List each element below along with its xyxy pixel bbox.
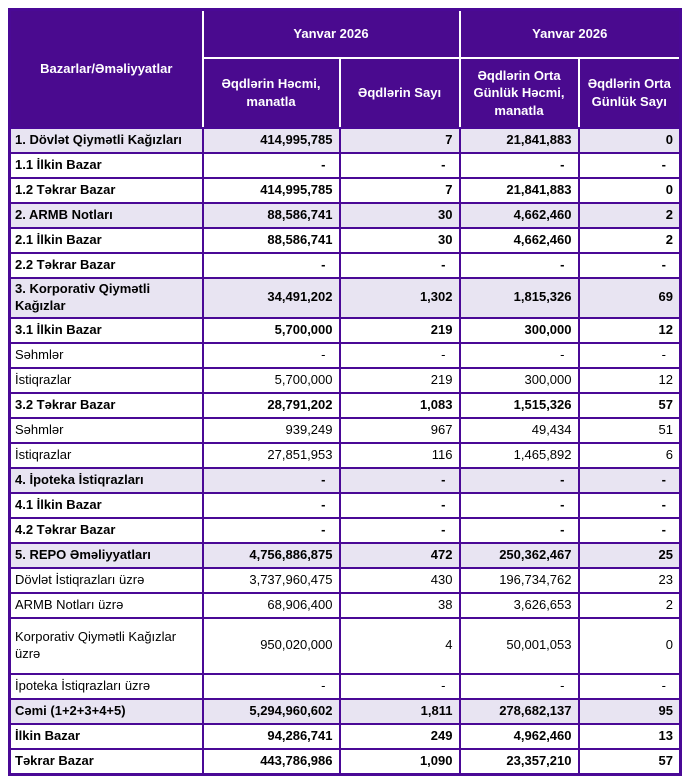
column-group-row bbox=[10, 10, 681, 59]
cell-value: 967 bbox=[340, 418, 460, 443]
cell-value: 4 bbox=[340, 618, 460, 674]
cell-value: 1,465,892 bbox=[460, 443, 579, 468]
row-label: 4.2 Təkrar Bazar bbox=[10, 518, 203, 543]
cell-value: 12 bbox=[579, 318, 681, 343]
cell-value: - bbox=[203, 153, 340, 178]
cell-value: 0 bbox=[579, 178, 681, 203]
cell-value: 443,786,986 bbox=[203, 749, 340, 775]
row-label: 1.1 İlkin Bazar bbox=[10, 153, 203, 178]
cell-value: 0 bbox=[579, 618, 681, 674]
row-label: 4.1 İlkin Bazar bbox=[10, 493, 203, 518]
table-row bbox=[10, 228, 681, 253]
cell-value: 21,841,883 bbox=[460, 178, 579, 203]
row-label: İstiqrazlar bbox=[10, 368, 203, 393]
cell-value: - bbox=[579, 153, 681, 178]
table-row bbox=[10, 749, 681, 775]
table-row bbox=[10, 468, 681, 493]
cell-value: 7 bbox=[340, 178, 460, 203]
row-label: 1. Dövlət Qiymətli Kağızları bbox=[10, 128, 203, 153]
cell-value: - bbox=[340, 253, 460, 278]
row-label: 2.1 İlkin Bazar bbox=[10, 228, 203, 253]
cell-value: 1,815,326 bbox=[460, 278, 579, 318]
table-row bbox=[10, 674, 681, 699]
row-label: 5. REPO Əməliyyatları bbox=[10, 543, 203, 568]
cell-value: 23,357,210 bbox=[460, 749, 579, 775]
cell-value: 0 bbox=[579, 128, 681, 153]
cell-value: - bbox=[460, 493, 579, 518]
cell-value: 4,662,460 bbox=[460, 228, 579, 253]
cell-value: 196,734,762 bbox=[460, 568, 579, 593]
row-label: Təkrar Bazar bbox=[10, 749, 203, 775]
cell-value: - bbox=[579, 468, 681, 493]
row-label: 3.2 Təkrar Bazar bbox=[10, 393, 203, 418]
row-label: Korporativ Qiymətli Kağızlar üzrə bbox=[10, 618, 203, 674]
table-row bbox=[10, 128, 681, 153]
table-row bbox=[10, 418, 681, 443]
cell-value: 12 bbox=[579, 368, 681, 393]
table-row bbox=[10, 593, 681, 618]
cell-value: - bbox=[579, 253, 681, 278]
cell-value: - bbox=[340, 343, 460, 368]
cell-value: 27,851,953 bbox=[203, 443, 340, 468]
cell-value: - bbox=[203, 493, 340, 518]
cell-value: - bbox=[460, 518, 579, 543]
cell-value: - bbox=[203, 674, 340, 699]
cell-value: 1,302 bbox=[340, 278, 460, 318]
column-header-volume: Əqdlərin Həcmi, manatla bbox=[203, 58, 340, 128]
row-label: Dövlət İstiqrazları üzrə bbox=[10, 568, 203, 593]
cell-value: - bbox=[579, 343, 681, 368]
table-row bbox=[10, 443, 681, 468]
table-row bbox=[10, 543, 681, 568]
table-row bbox=[10, 153, 681, 178]
cell-value: 1,090 bbox=[340, 749, 460, 775]
cell-value: 68,906,400 bbox=[203, 593, 340, 618]
row-label: 3.1 İlkin Bazar bbox=[10, 318, 203, 343]
cell-value: - bbox=[340, 153, 460, 178]
cell-value: 116 bbox=[340, 443, 460, 468]
row-label: Cəmi (1+2+3+4+5) bbox=[10, 699, 203, 724]
column-group-yanvar-2026-daily: Yanvar 2026 bbox=[460, 10, 681, 59]
table-row bbox=[10, 618, 681, 674]
cell-value: 6 bbox=[579, 443, 681, 468]
table-row bbox=[10, 724, 681, 749]
cell-value: 49,434 bbox=[460, 418, 579, 443]
cell-value: 472 bbox=[340, 543, 460, 568]
cell-value: - bbox=[579, 518, 681, 543]
row-label: 4. İpoteka İstiqrazları bbox=[10, 468, 203, 493]
row-label: 2.2 Təkrar Bazar bbox=[10, 253, 203, 278]
cell-value: 30 bbox=[340, 228, 460, 253]
table-row bbox=[10, 178, 681, 203]
table-row bbox=[10, 368, 681, 393]
cell-value: 219 bbox=[340, 368, 460, 393]
cell-value: 88,586,741 bbox=[203, 203, 340, 228]
cell-value: - bbox=[203, 253, 340, 278]
cell-value: - bbox=[460, 674, 579, 699]
cell-value: - bbox=[203, 518, 340, 543]
table-row bbox=[10, 518, 681, 543]
cell-value: 57 bbox=[579, 393, 681, 418]
cell-value: - bbox=[340, 468, 460, 493]
table-row bbox=[10, 393, 681, 418]
table-row bbox=[10, 318, 681, 343]
cell-value: 21,841,883 bbox=[460, 128, 579, 153]
market-operations-table bbox=[8, 8, 682, 776]
cell-value: 3,626,653 bbox=[460, 593, 579, 618]
column-header-count: Əqdlərin Sayı bbox=[340, 58, 460, 128]
cell-value: 25 bbox=[579, 543, 681, 568]
table-row bbox=[10, 278, 681, 318]
cell-value: 4,962,460 bbox=[460, 724, 579, 749]
table-header bbox=[10, 10, 681, 129]
row-label: 3. Korporativ Qiymətli Kağızlar bbox=[10, 278, 203, 318]
row-label: İstiqrazlar bbox=[10, 443, 203, 468]
cell-value: 5,294,960,602 bbox=[203, 699, 340, 724]
cell-value: 28,791,202 bbox=[203, 393, 340, 418]
cell-value: 5,700,000 bbox=[203, 318, 340, 343]
cell-value: 95 bbox=[579, 699, 681, 724]
row-label: İlkin Bazar bbox=[10, 724, 203, 749]
table-row bbox=[10, 343, 681, 368]
cell-value: 250,362,467 bbox=[460, 543, 579, 568]
cell-value: - bbox=[460, 468, 579, 493]
cell-value: - bbox=[460, 253, 579, 278]
cell-value: 51 bbox=[579, 418, 681, 443]
cell-value: 414,995,785 bbox=[203, 128, 340, 153]
cell-value: 57 bbox=[579, 749, 681, 775]
cell-value: 30 bbox=[340, 203, 460, 228]
cell-value: 1,515,326 bbox=[460, 393, 579, 418]
cell-value: 7 bbox=[340, 128, 460, 153]
cell-value: 4,662,460 bbox=[460, 203, 579, 228]
cell-value: 5,700,000 bbox=[203, 368, 340, 393]
row-label: Səhmlər bbox=[10, 343, 203, 368]
cell-value: 219 bbox=[340, 318, 460, 343]
cell-value: 94,286,741 bbox=[203, 724, 340, 749]
row-label: ARMB Notları üzrə bbox=[10, 593, 203, 618]
cell-value: - bbox=[460, 343, 579, 368]
cell-value: 2 bbox=[579, 203, 681, 228]
cell-value: 23 bbox=[579, 568, 681, 593]
row-label: 2. ARMB Notları bbox=[10, 203, 203, 228]
cell-value: 939,249 bbox=[203, 418, 340, 443]
cell-value: 249 bbox=[340, 724, 460, 749]
cell-value: 414,995,785 bbox=[203, 178, 340, 203]
cell-value: 300,000 bbox=[460, 368, 579, 393]
cell-value: 34,491,202 bbox=[203, 278, 340, 318]
cell-value: 1,811 bbox=[340, 699, 460, 724]
row-label: 1.2 Təkrar Bazar bbox=[10, 178, 203, 203]
table-row bbox=[10, 203, 681, 228]
column-group-yanvar-2026-totals: Yanvar 2026 bbox=[203, 10, 460, 59]
table-row bbox=[10, 568, 681, 593]
table-row bbox=[10, 699, 681, 724]
cell-value: 430 bbox=[340, 568, 460, 593]
cell-value: - bbox=[340, 518, 460, 543]
row-header-column-title: Bazarlar/Əməliyyatlar bbox=[10, 10, 203, 129]
cell-value: - bbox=[203, 468, 340, 493]
cell-value: 69 bbox=[579, 278, 681, 318]
row-label: İpoteka İstiqrazları üzrə bbox=[10, 674, 203, 699]
cell-value: 278,682,137 bbox=[460, 699, 579, 724]
cell-value: 13 bbox=[579, 724, 681, 749]
cell-value: 88,586,741 bbox=[203, 228, 340, 253]
cell-value: 300,000 bbox=[460, 318, 579, 343]
column-header-avg-daily-count: Əqdlərin Orta Günlük Sayı bbox=[579, 58, 681, 128]
cell-value: 1,083 bbox=[340, 393, 460, 418]
cell-value: - bbox=[579, 674, 681, 699]
cell-value: 3,737,960,475 bbox=[203, 568, 340, 593]
table-row bbox=[10, 493, 681, 518]
column-header-avg-daily-volume: Əqdlərin Orta Günlük Həcmi, manatla bbox=[460, 58, 579, 128]
cell-value: - bbox=[203, 343, 340, 368]
cell-value: 50,001,053 bbox=[460, 618, 579, 674]
cell-value: 950,020,000 bbox=[203, 618, 340, 674]
table-row bbox=[10, 253, 681, 278]
cell-value: 38 bbox=[340, 593, 460, 618]
cell-value: 2 bbox=[579, 593, 681, 618]
cell-value: - bbox=[579, 493, 681, 518]
cell-value: - bbox=[340, 493, 460, 518]
table-body bbox=[10, 128, 681, 774]
cell-value: 4,756,886,875 bbox=[203, 543, 340, 568]
cell-value: - bbox=[340, 674, 460, 699]
cell-value: 2 bbox=[579, 228, 681, 253]
cell-value: - bbox=[460, 153, 579, 178]
row-label: Səhmlər bbox=[10, 418, 203, 443]
